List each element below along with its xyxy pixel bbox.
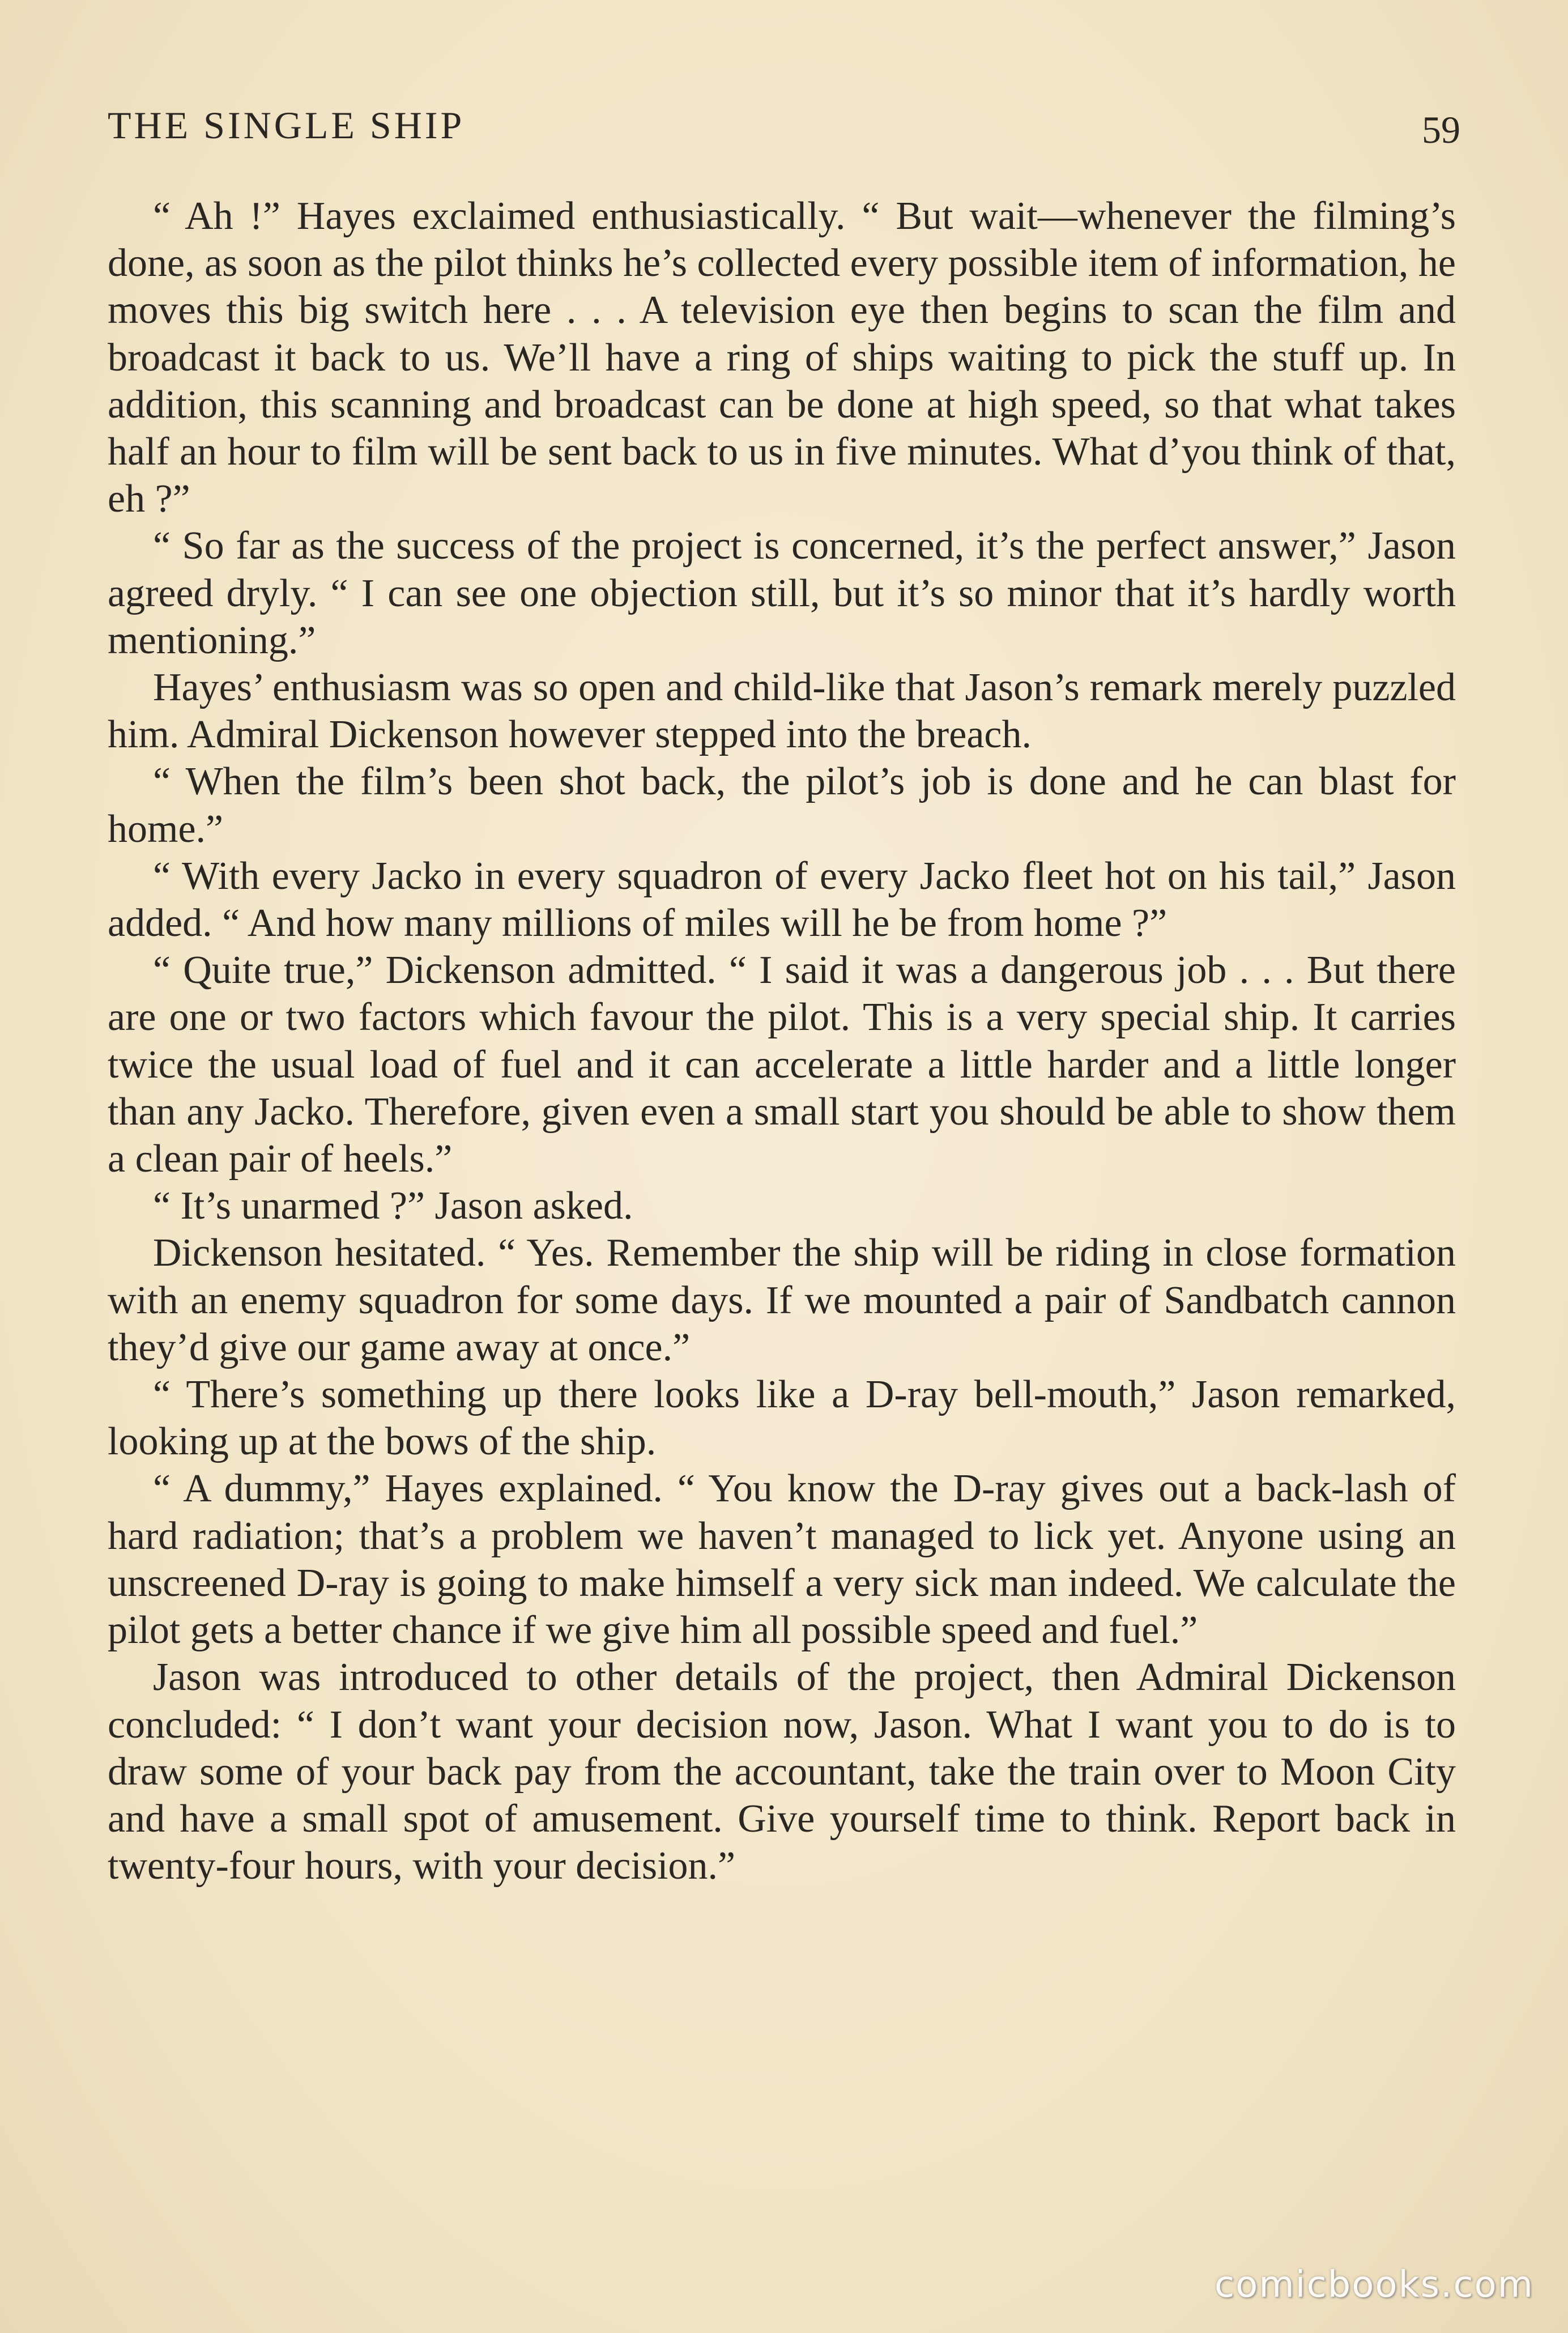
paragraph: “ It’s unarmed ?” Jason asked. [153,1184,633,1228]
paragraph: “ Ah !” Hayes exclaimed enthusiastically. “ But wait—whenever the filming’s done, as soon as the pilot thinks he’s collected every possible item of information, he moves this big switch here . . . A television eye then begins to scan the film and broadcast it back to us. We’ll have a ring of ships waiting to pick the stuff up. In addition, this scanning and broadcast can be done at high speed, so that what takes half an hour to film will be sent back to us in five minutes. What d’you think of that, eh ?” [108,194,1456,521]
paragraph: “ With every Jacko in every squadron of every Jacko fleet hot on his tail,” Jason added. “ And how many millions of miles will he be from home ?” [108,854,1456,946]
paragraph: “ A dummy,” Hayes explained. “ You know the D-ray gives out a back-lash of hard radiation; that’s a problem we haven’t managed to lick yet. Anyone using an unscreened D-ray is going to make himself a very sick man indeed. We calculate the pilot gets a better chance if we give him all possible speed and fuel.” [108,1467,1456,1653]
paragraph: Hayes’ enthusiasm was so open and child-like that Jason’s remark merely puzzled him. Admiral Dickenson however stepped into the breach. [108,666,1456,757]
paragraph: “ There’s something up there looks like a D-ray bell-mouth,” Jason remarked, looking up at the bows of the ship. [108,1373,1456,1464]
paragraph: Jason was introduced to other details of the project, then Admiral Dickenson concluded: “ I don’t want your decision now, Jason. What I want you to do is to draw some of your back pay from the accountant, take the train over to Moon City and have a small spot of amusement. Give yourself time to think. Report back in twenty-four hours, with your decision.” [108,1655,1456,1888]
running-head [108,91,1460,164]
paragraph: Dickenson hesitated. “ Yes. Remember the ship will be riding in close formation with an enemy squadron for some days. If we mounted a pair of Sandbatch cannon they’d give our game away at once.” [108,1231,1456,1369]
body-text [108,193,1456,1889]
running-title: THE SINGLE SHIP [108,104,465,147]
watermark: comicbooks.com [1214,2264,1534,2306]
paragraph: “ So far as the success of the project is concerned, it’s the perfect answer,” Jason agreed dryly. “ I can see one objection still, but it’s so minor that it’s hardly worth mentioning.” [108,524,1456,662]
paragraph: “ When the film’s been shot back, the pilot’s job is done and he can blast for home.” [108,760,1456,851]
book-page [108,91,1460,1888]
paragraph: “ Quite true,” Dickenson admitted. “ I said it was a dangerous job . . . But there are one or two factors which favour the pilot. This is a very special ship. It carries twice the usual load of fuel and it can accelerate a little harder and a little longer than any Jacko. Therefore, given even a small start you should be able to show them a clean pair of heels.” [108,948,1456,1181]
page-number: 59 [1422,108,1460,151]
